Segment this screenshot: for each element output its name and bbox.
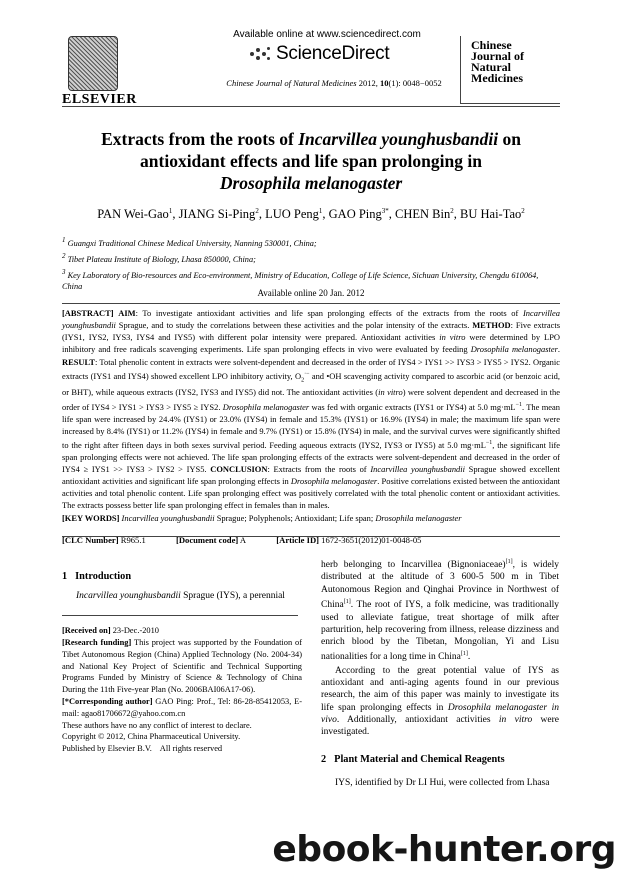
- aim-label: AIM: [118, 308, 136, 318]
- citation[interactable]: [1]: [505, 559, 513, 565]
- journal-citation-year: 2012,: [356, 78, 380, 88]
- section-title: Introduction: [75, 571, 132, 582]
- clc-number: [62, 535, 160, 545]
- abstract-text: was fed with organic extracts (IYS1 or IYS4) at 5.0 mg·mL: [309, 401, 516, 412]
- section-heading-introduction: [62, 570, 302, 584]
- footnote-corresponding: [62, 696, 302, 720]
- journal-name-line: Journal of: [471, 49, 525, 63]
- funding-value: This project was supported by the Foundation of Tibet Autonomous Region (China) Applied Technology (No. 2004-34) and National Key Project of Scientific and Technical Supporting Programs Funded by Ministry of Science & Technology of China During the 11th Five-year Plan (No. 2006BAI06A17-06).: [62, 638, 303, 695]
- author-list: PAN Wei-Gao$^1$, JIANG Si-Ping$^2$, LUO Peng$^1$, GAO Ping$^{3*}$, CHEN Bin$^2$, BU Hai-Tao$^2$: [97, 207, 525, 222]
- method-label: METHOD: [472, 320, 511, 331]
- classification-line: [62, 535, 560, 545]
- funding-label: [Research funding]: [62, 638, 132, 648]
- journal-name-line: Chinese: [471, 38, 512, 52]
- document-code: [176, 535, 260, 545]
- publisher-name: ELSEVIER: [62, 92, 137, 107]
- intro-italic: in vivo: [321, 702, 560, 726]
- keywords-text: Sprague; Polyphenols; Antioxidant; Life span;: [214, 512, 376, 523]
- author: BU Hai-Tao: [460, 207, 522, 222]
- footnote-copyright: Copyright © 2012, China Pharmaceutical University.: [62, 732, 241, 742]
- abstract-text: .: [557, 344, 560, 355]
- abstract-text: . The mean life span were increased by 24.4% (IYS1) or 23.0% (IYS4) in female and 15.3% (IYS1) or 16.9% (IYS4) in male; the maximum life span were increased by 8.4% (IYS1) or 11.2% (IYS4) in female and 9.7% (IYS1) or 15.8% (IYS4) in male, and the survival curves were significantly shifted to the right after fifteen days in both sexes survival period. Feeding aqueous extracts (IYS2, IYS3 or IYS5) at 5.0 mg·mL: [62, 401, 561, 450]
- affiliation: [62, 234, 560, 250]
- intro-species: Incarvillea younghusbandii: [76, 591, 181, 601]
- abstract-italic: in vitro: [439, 332, 466, 343]
- author: LUO Peng: [265, 207, 319, 222]
- sciencedirect-dots-icon: [248, 46, 272, 62]
- journal-name-line: Natural: [471, 60, 511, 74]
- author-affil-mark: 1: [318, 207, 323, 215]
- conclusion-label: CONCLUSION: [210, 464, 268, 474]
- affiliation-mark: 1: [62, 236, 66, 244]
- keywords-label: [KEY WORDS]: [62, 512, 120, 523]
- doc-code-label: [Document code]: [175, 535, 239, 545]
- abstract-text: , the significant life span prolonging effects were not achieved. The life span prolonging effects of the extracts were solvent-dependent and decreased in the order of IYS4 ≥ IYS1 >> IYS3 > IYS2 > IYS5.: [62, 439, 560, 474]
- footnote-received: [62, 625, 302, 637]
- watermark-text: ebook-hunter.org: [272, 829, 616, 870]
- right-column: [321, 556, 559, 789]
- sciencedirect-logo[interactable]: [248, 43, 418, 65]
- intro-text: , is widely distributed at the altitude of 3 600-5 500 m in Tibet Autonomous Region and Qinghai Province in Northwest of China: [321, 560, 559, 611]
- keyword-italic: Drosophila melanogaster: [375, 512, 462, 523]
- intro-text: . Additionally, antioxidant activities: [336, 715, 499, 726]
- section-number: 2: [321, 753, 327, 765]
- affiliation-text: Tibet Plateau Institute of Biology, Lhasa 850000, China;: [65, 254, 256, 264]
- author-affil-mark: 2: [450, 207, 454, 215]
- journal-name-box: [460, 36, 560, 104]
- author-affil-mark: 1: [168, 207, 173, 215]
- author-affil-mark: 2: [521, 207, 525, 215]
- author: GAO Ping: [328, 207, 382, 222]
- author-affil-mark: 2: [255, 207, 259, 215]
- intro-text: According to the great potential value of IYS as antioxidant and anti-aging agents found in our previous research, the aim of this paper was mainly to investigate its life span prolonging effects in: [321, 665, 559, 713]
- sciencedirect-wordmark: ScienceDirect: [276, 43, 390, 64]
- abstract-text: . Positive correlations existed between the antioxidant activities and total phenolic content. Life span prolonging effect was positively correlated with the total phenolic content or antioxidant activities. The extracts possess better life span prolonging effect in females than in males.: [62, 476, 561, 511]
- author: PAN Wei-Gao: [97, 207, 169, 222]
- abstract-text: : Five extracts (IYS1, IYS2, IYS3, IYS4 and IYS5) with different polar intensity were prepared. Antioxidant activities: [62, 320, 560, 343]
- author-affil-mark: 3*: [381, 207, 389, 215]
- intro-text: .: [467, 652, 471, 663]
- clc-label: [CLC Number]: [62, 535, 119, 545]
- title-text: on: [498, 129, 521, 149]
- affiliation-text: Key Laboratory of Bio-resources and Eco-environment, Ministry of Education, College of Life Science, Sichuan University, Chengdu 610064, China: [62, 270, 539, 292]
- footnote-funding: [62, 637, 302, 696]
- abstract-text: : Extracts from the roots of: [267, 464, 371, 474]
- citation[interactable]: [1]: [343, 599, 351, 606]
- intro-text: . The root of IYS, a folk medicine, was traditionally used to alleviate fatigue, treat shortage of milk after parturition, help recovering from illness, release dizziness and enrich blood by the Tibetan, Mongolian, Yi and Lisu nationalities for a long time in China: [321, 600, 559, 663]
- abstract-text: Sprague showed excellent antioxidant activities and significant life span prolonging effects in: [62, 464, 560, 487]
- abstract-italic: Incarvillea younghusbandii: [370, 464, 465, 474]
- section-heading-materials: [321, 753, 559, 767]
- doc-code-value: A: [238, 535, 247, 545]
- title-line-2: antioxidant effects and life span prolonging in: [140, 151, 482, 171]
- abstract-italic: Incarvillea younghusbandii: [62, 308, 560, 331]
- abstract-italic: Drosophila melanogaster: [222, 401, 310, 412]
- affiliation-mark: 2: [62, 251, 66, 260]
- intro-text: Sprague (IYS), a perennial: [180, 591, 285, 601]
- corresponding-label: [*Corresponding author]: [62, 697, 153, 707]
- available-online-date: Available online 20 Jan. 2012: [257, 288, 365, 298]
- title-line-3: Drosophila melanogaster: [219, 173, 403, 193]
- abstract-text: Sprague, and to study the correlations between these activities and the polar intensity of the extracts.: [115, 320, 473, 331]
- intro-paragraph-continued: [321, 556, 559, 664]
- intro-paragraph: [62, 590, 302, 602]
- keywords: [62, 512, 560, 524]
- elsevier-tree-icon: [68, 36, 118, 91]
- journal-citation-pages: (1): 0048−0052: [388, 78, 442, 88]
- intro-text: were investigated.: [321, 715, 560, 738]
- author: JIANG Si-Ping: [178, 207, 256, 222]
- abstract-label: [ABSTRACT]: [62, 308, 114, 318]
- abstract-superscript: ·−: [304, 370, 310, 377]
- abstract-text: : Total phenolic content in extracts were solvent-dependent and decreased in the order of IYS4 > IYS1 >> IYS3 > IYS5 > IYS2. Organic extracts (IYS1 and IYS4) showed excellent LPO inhibitory activity, O: [62, 356, 560, 381]
- intro-italic: Drosophila melanogaster: [447, 702, 548, 713]
- title-text: Extracts from the roots of: [101, 129, 299, 149]
- author: CHEN Bin: [395, 207, 451, 222]
- title-species: Incarvillea younghusbandii: [298, 129, 499, 149]
- header-divider: [62, 106, 560, 107]
- corresponding-value: GAO Ping: Prof., Tel: 86-28-85412053, E-mail: agao81706672@yahoo.com.cn: [62, 697, 302, 718]
- affiliation-mark: 3: [62, 267, 66, 276]
- journal-name-line: Medicines: [471, 71, 523, 85]
- abstract-text: : To investigate antioxidant activities and life span prolonging effects of the extracts from the roots of: [135, 308, 523, 318]
- abstract-italic: in vitro: [378, 387, 403, 398]
- section-number: 1: [62, 571, 68, 582]
- abstract-text: and •OH scavenging activity compared to ascorbic acid (or benzoic acid, or BHT), while aqueous extracts (IYS2, IYS3 and IYS5) did not. The antioxidant activities (: [62, 370, 561, 398]
- footnote-divider: [62, 615, 298, 616]
- materials-paragraph: IYS, identified by Dr LI Hui, were collected from Lhasa: [335, 777, 550, 788]
- abstract-text: were determined by LPO inhibitory and free radicals scavenging experiments. Life span prolonging effects in vivo were evaluated by feeding: [62, 332, 560, 355]
- section-title: Plant Material and Chemical Reagents: [334, 753, 505, 765]
- affiliation: [62, 250, 560, 266]
- article-title: [62, 128, 560, 194]
- abstract-subscript: 2: [301, 377, 305, 384]
- journal-citation: [204, 78, 464, 88]
- result-label: RESULT: [62, 356, 95, 367]
- abstract-block: [62, 303, 560, 537]
- affiliation-text: Guangxi Traditional Chinese Medical University, Nanning 530001, China;: [65, 238, 317, 248]
- journal-citation-volume: 10: [380, 78, 389, 88]
- article-id: [276, 535, 435, 545]
- abstract-text: ) were solvent dependent and decreased in the order of IYS4 > IYS1 > IYS3 > IYS5 ≥ IYS2.: [62, 387, 560, 412]
- footnote-conflict: These authors have no any conflict of interest to declare.: [62, 720, 252, 730]
- elsevier-logo: [62, 36, 137, 107]
- received-value: 23-Dec.-2010: [110, 626, 159, 636]
- keyword-italic: Incarvillea younghusbandii: [119, 512, 215, 523]
- masthead: [62, 16, 560, 108]
- received-label: [Received on]: [62, 626, 111, 636]
- article-id-value: 1672-3651(2012)01-0048-05: [319, 535, 422, 545]
- journal-citation-name: Chinese Journal of Natural Medicines: [226, 78, 357, 88]
- abstract-superscript: −1: [515, 401, 522, 408]
- affiliations: [62, 234, 560, 293]
- abstract-superscript: −1: [485, 439, 493, 446]
- citation[interactable]: [1]: [460, 651, 468, 658]
- intro-text: herb belonging to Incarvillea (Bignoniaceae): [321, 560, 506, 571]
- intro-paragraph-aim: [321, 665, 559, 739]
- footnote-published: Published by Elsevier B.V. All rights reserved: [62, 744, 223, 754]
- abstract-italic: Drosophila melanogaster: [470, 344, 558, 355]
- available-online-link[interactable]: Available online at www.sciencedirect.com: [233, 29, 421, 40]
- article-id-label: [Article ID]: [276, 535, 320, 545]
- left-column: [62, 570, 302, 755]
- abstract-italic: Drosophila melanogaster: [290, 476, 378, 487]
- clc-value: R965.1: [118, 535, 146, 545]
- intro-italic: in vitro: [498, 715, 533, 726]
